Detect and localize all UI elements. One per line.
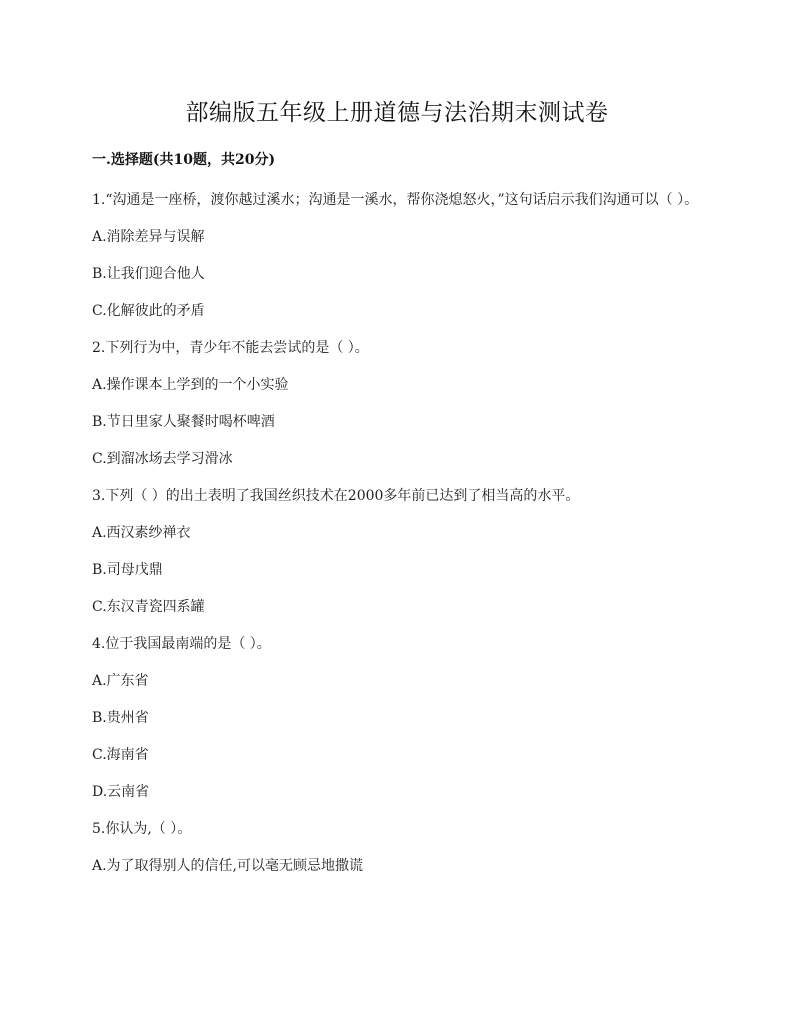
question-stem: 3.下列（ ）的出土表明了我国丝织技术在2000多年前已达到了相当高的水平。 [92, 488, 580, 504]
option-c: C.海南省 [92, 747, 149, 763]
option-a: A.广东省 [92, 673, 149, 689]
question-stem: 1.“沟通是一座桥，渡你越过溪水；沟通是一溪水，帮你浇熄怒火，”这句话启示我们沟通可以（ ）。 [92, 192, 699, 208]
option-a: A.操作课本上学到的一个小实验 [92, 377, 289, 393]
option-c: C.化解彼此的矛盾 [92, 303, 205, 319]
option-a: A.为了取得别人的信任,可以毫无顾忌地撒谎 [92, 858, 364, 874]
option-b: B.让我们迎合他人 [92, 266, 205, 282]
option-b: B.节日里家人聚餐时喝杯啤酒 [92, 414, 275, 430]
question-list [92, 189, 704, 892]
option-d: D.云南省 [92, 784, 150, 800]
option-a: A.西汉素纱禅衣 [92, 525, 191, 541]
question-stem: 4.位于我国最南端的是（ ）。 [92, 636, 271, 652]
page-title: 部编版五年级上册道德与法治期末测试卷 [185, 100, 609, 126]
question-stem: 2.下列行为中，青少年不能去尝试的是（ ）。 [92, 340, 369, 356]
option-b: B.司母戊鼎 [92, 562, 163, 578]
question-2 [92, 337, 704, 470]
option-c: C.东汉青瓷四系罐 [92, 599, 205, 615]
question-stem: 5.你认为,（ ）。 [92, 821, 192, 837]
question-3 [92, 485, 704, 618]
question-1 [92, 189, 704, 322]
question-4 [92, 633, 704, 803]
option-c: C.到溜冰场去学习滑冰 [92, 451, 233, 467]
section-heading: 一.选择题(共10题，共20分) [92, 152, 276, 168]
option-b: B.贵州省 [92, 710, 149, 726]
option-a: A.消除差异与误解 [92, 229, 205, 245]
question-5 [92, 818, 704, 877]
